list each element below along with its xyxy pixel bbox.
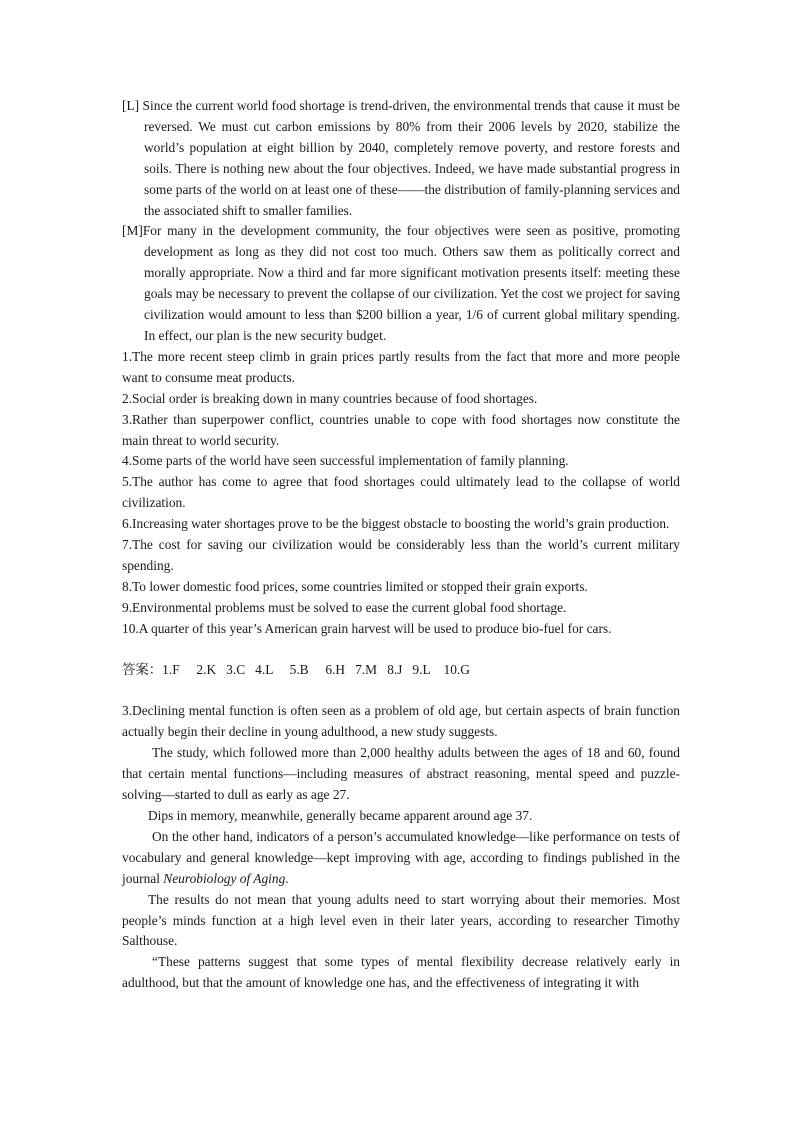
article	[122, 701, 680, 994]
passage-paragraph-l: [L] Since the current world food shortage is trend-driven, the environmental trends that cause it must be reversed. We must cut carbon emissions by 80% from their 2006 levels by 2020, stabilize the world’s population at eight billion by 2040, completely remove poverty, and restore forests and soils. There is nothing new about the four objectives. Indeed, we have made substantial progress in some parts of the world on at least one of these——the distribution of family-planning services and the associated shift to smaller families.	[122, 98, 680, 218]
spacer	[122, 680, 680, 701]
statement-10: 10.A quarter of this year’s American grain harvest will be used to produce bio-fuel for cars.	[122, 620, 612, 636]
article-paragraph-4-end: .	[285, 870, 289, 886]
statement-list	[122, 347, 680, 640]
statement-5: 5.The author has come to agree that food shortages could ultimately lead to the collapse of world civilization.	[122, 474, 680, 511]
article-paragraph-4	[122, 827, 680, 890]
statement-2: 2.Social order is breaking down in many countries because of food shortages.	[122, 390, 538, 406]
statement-8: 8.To lower domestic food prices, some countries limited or stopped their grain exports.	[122, 578, 588, 594]
article-paragraph-1: 3.Declining mental function is often seen as a problem of old age, but certain aspects of brain function actually begin their decline in young adulthood, a new study suggests.	[122, 703, 680, 740]
answer-key: 答案：1.F 2.K 3.C 4.L 5.B 6.H 7.M 8.J 9.L 10.G	[122, 661, 470, 677]
statement-9: 9.Environmental problems must be solved to ease the current global food shortage.	[122, 599, 567, 615]
spacer	[122, 640, 680, 660]
article-paragraph-2: The study, which followed more than 2,000 healthy adults between the ages of 18 and 60, found that certain mental functions—including measures of abstract reasoning, mental speed and puzzle-solving—started to dull as early as age 27.	[122, 745, 680, 803]
document-page	[122, 96, 680, 994]
passage-paragraph-m: [M]For many in the development community, the four objectives were seen as positive, promoting development as long as they did not cost too much. Others saw them as politically correct and morally appropriate. Now a third and far more significant motivation presents itself: meeting these goals may be necessary to prevent the collapse of our civilization. Yet the cost we project for saving civilization would amount to less than $200 billion a year, 1/6 of current global military spending. In effect, our plan is the new security budget.	[122, 223, 680, 343]
article-paragraph-4-text: On the other hand, indicators of a person’s accumulated knowledge—like performance on tests of vocabulary and general knowledge—kept improving with age, according to findings published in the journal	[122, 828, 680, 886]
statement-1: 1.The more recent steep climb in grain prices partly results from the fact that more and more people want to consume meat products.	[122, 348, 680, 385]
journal-title: Neurobiology of Aging	[163, 870, 286, 886]
statement-4: 4.Some parts of the world have seen successful implementation of family planning.	[122, 453, 569, 469]
article-paragraph-3: Dips in memory, meanwhile, generally became apparent around age 37.	[148, 808, 533, 823]
article-paragraph-5: The results do not mean that young adults need to start worrying about their memories. Most people’s minds function at a high level even in their later years, according to researcher Timothy Salthouse.	[122, 891, 680, 949]
statement-3: 3.Rather than superpower conflict, countries unable to cope with food shortages now constitute the main threat to world security.	[122, 411, 680, 448]
statement-7: 7.The cost for saving our civilization would be considerably less than the world’s current military spending.	[122, 537, 680, 573]
statement-6: 6.Increasing water shortages prove to be the biggest obstacle to boosting the world’s grain production.	[122, 516, 670, 532]
article-paragraph-6: “These patterns suggest that some types of mental flexibility decrease relatively early in adulthood, but that the amount of knowledge one has, and the effectiveness of integrating it with	[122, 954, 680, 991]
